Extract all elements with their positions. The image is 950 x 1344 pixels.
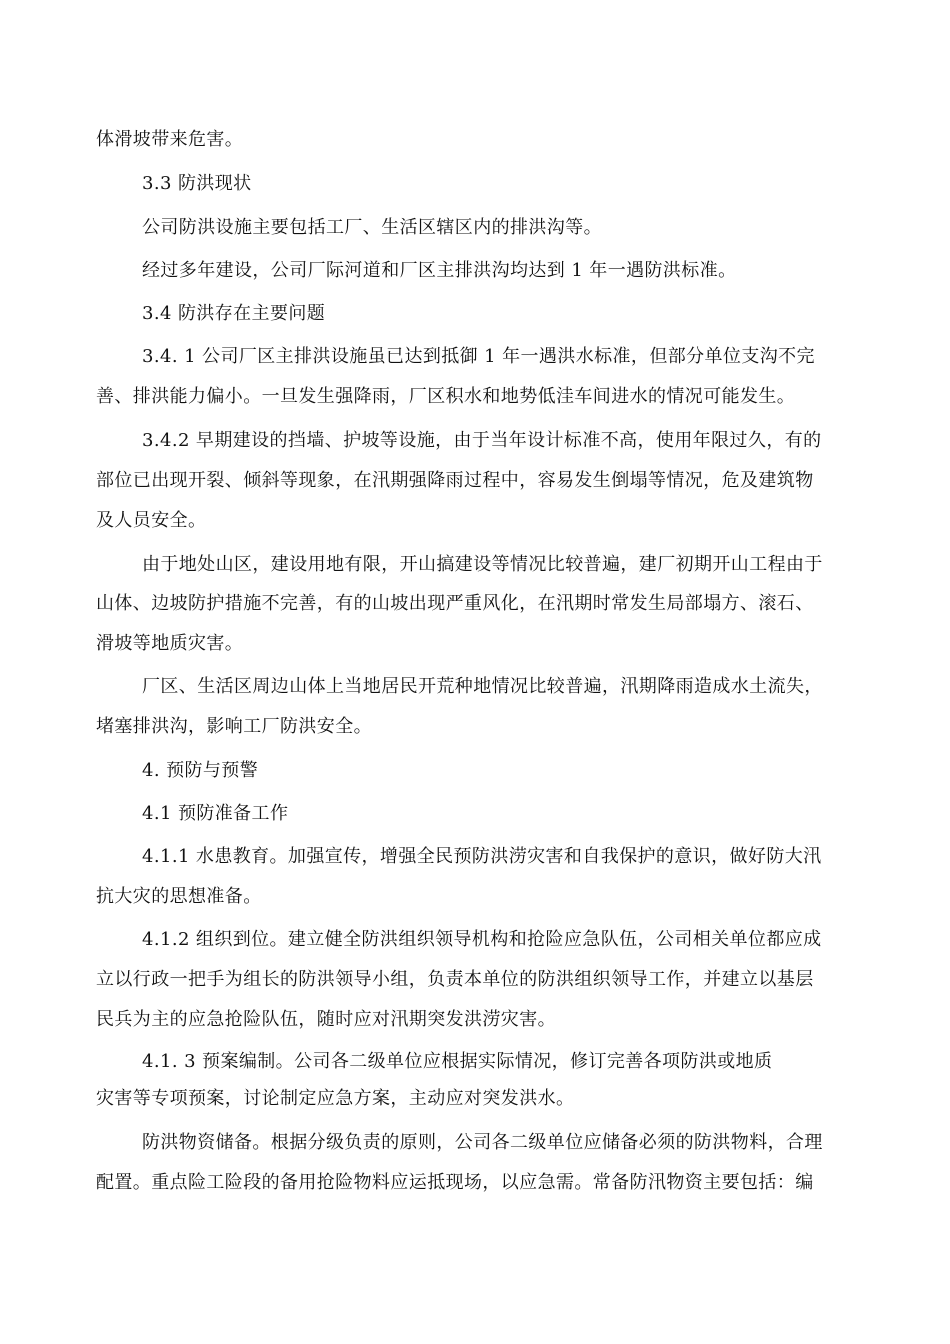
paragraph-line: 经过多年建设，公司厂际河道和厂区主排洪沟均达到 1 年一遇防洪标准。	[142, 260, 737, 281]
paragraph-line: 堵塞排洪沟，影响工厂防洪安全。	[96, 716, 372, 737]
section-heading-4: 4. 预防与预警	[142, 760, 259, 781]
paragraph-line: 滑坡等地质灾害。	[96, 633, 244, 654]
paragraph-line: 体滑坡带来危害。	[96, 129, 244, 150]
paragraph-line: 灾害等专项预案，讨论制定应急方案，主动应对突发洪水。	[96, 1088, 575, 1109]
paragraph-line: 3.4.2 早期建设的挡墙、护坡等设施，由于当年设计标准不高，使用年限过久，有的	[142, 430, 822, 451]
paragraph-line: 4.1.2 组织到位。建立健全防洪组织领导机构和抢险应急队伍，公司相关单位都应成	[142, 929, 822, 950]
section-heading-3-4: 3.4 防洪存在主要问题	[142, 303, 326, 324]
paragraph-line: 厂区、生活区周边山体上当地居民开荒种地情况比较普遍，汛期降雨造成水土流失，	[142, 676, 823, 697]
paragraph-line: 公司防洪设施主要包括工厂、生活区辖区内的排洪沟等。	[142, 217, 602, 238]
paragraph-line: 抗大灾的思想准备。	[96, 886, 262, 907]
paragraph-line: 3.4. 1 公司厂区主排洪设施虽已达到抵御 1 年一遇洪水标准，但部分单位支沟不完	[142, 346, 815, 367]
paragraph-line: 4.1. 3 预案编制。公司各二级单位应根据实际情况，修订完善各项防洪或地质	[142, 1051, 773, 1072]
paragraph-line: 民兵为主的应急抢险队伍，随时应对汛期突发洪涝灾害。	[96, 1009, 556, 1030]
paragraph-line: 及人员安全。	[96, 510, 207, 531]
paragraph-line: 部位已出现开裂、倾斜等现象，在汛期强降雨过程中，容易发生倒塌等情况，危及建筑物	[96, 470, 814, 491]
paragraph-line: 防洪物资储备。根据分级负责的原则，公司各二级单位应储备必须的防洪物料，合理	[142, 1132, 823, 1153]
paragraph-line: 配置。重点险工险段的备用抢险物料应运抵现场，以应急需。常备防汛物资主要包括：编	[96, 1172, 814, 1193]
section-heading-3-3: 3.3 防洪现状	[142, 173, 252, 194]
paragraph-line: 山体、边坡防护措施不完善，有的山坡出现严重风化，在汛期时常发生局部塌方、滚石、	[96, 593, 814, 614]
paragraph-line: 由于地处山区，建设用地有限，开山搞建设等情况比较普遍，建厂初期开山工程由于	[142, 554, 823, 575]
section-heading-4-1: 4.1 预防准备工作	[142, 803, 289, 824]
paragraph-line: 4.1.1 水患教育。加强宣传，增强全民预防洪涝灾害和自我保护的意识，做好防大汛	[142, 846, 822, 867]
paragraph-line: 善、排洪能力偏小。一旦发生强降雨，厂区积水和地势低洼车间进水的情况可能发生。	[96, 386, 796, 407]
paragraph-line: 立以行政一把手为组长的防洪领导小组，负责本单位的防洪组织领导工作，并建立以基层	[96, 969, 814, 990]
